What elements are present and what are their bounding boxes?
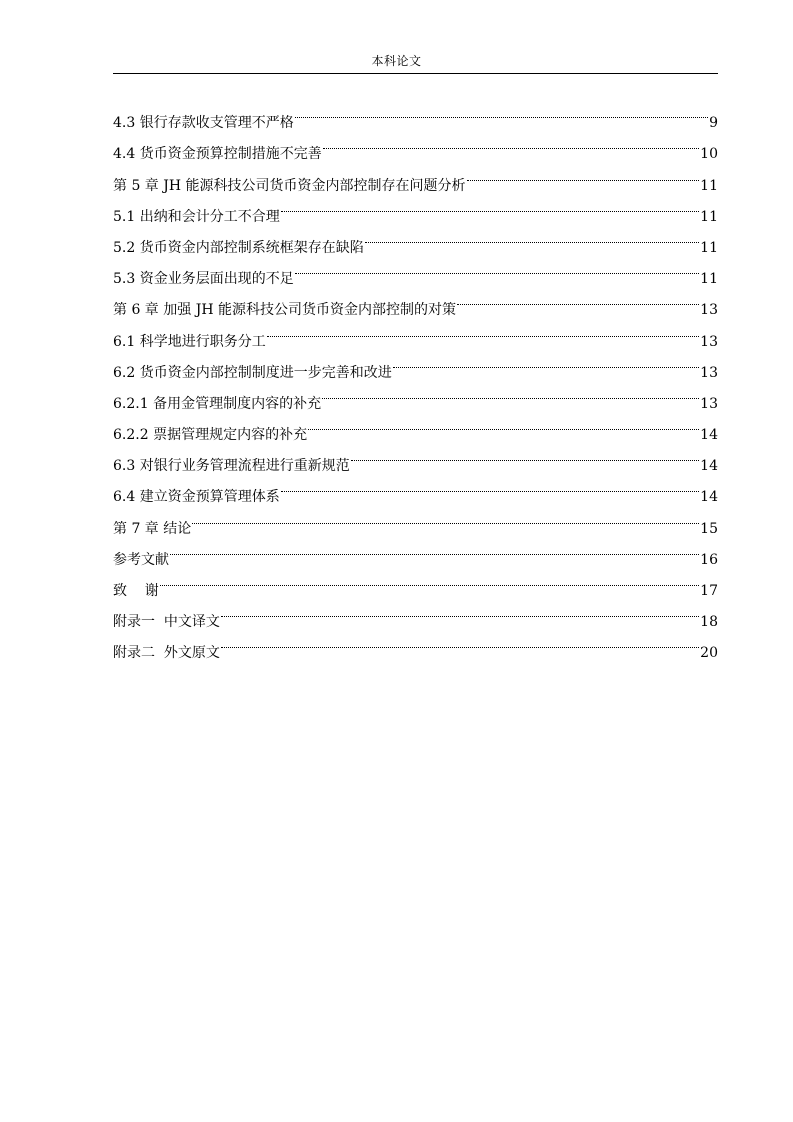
toc-leader-dots [467,158,700,189]
toc-leader-dots [221,626,699,657]
toc-leader-dots [295,252,699,283]
toc-leader-dots [192,501,699,532]
toc-leader-dots [221,595,699,626]
toc-entry-page: 10 [700,146,718,163]
toc-entry-title: 6.2.2 票据管理规定内容的补充 [113,427,308,444]
toc-entry-title: 6.2 货币资金内部控制制度进一步完善和改进 [113,364,392,381]
toc-entry-page: 14 [700,489,718,506]
toc-entry-page: 13 [700,333,718,350]
header-rule [113,73,718,74]
toc-entry-title: 6.2.1 备用金管理制度内容的补充 [113,395,322,412]
toc-leader-dots [281,190,699,221]
toc-entry-title: 致 谢 [113,583,159,599]
toc-leader-dots [160,564,699,595]
toc-entry-title: 第 6 章 加强 JH 能源科技公司货币资金内部控制的对策 [113,302,456,319]
table-of-contents [113,96,718,662]
toc-entry-title: 6.1 科学地进行职务分工 [113,333,266,350]
toc-leader-dots [393,346,699,377]
toc-leader-dots [170,533,699,564]
running-header: 本科论文 [371,54,422,68]
toc-leader-dots [295,96,708,127]
toc-entry-page: 18 [700,614,718,631]
toc-entry[interactable] [113,96,718,132]
toc-leader-dots [308,408,699,439]
toc-entry-title: 5.1 出纳和会计分工不合理 [113,208,280,225]
toc-leader-dots [322,377,699,408]
toc-entry-title: 4.3 银行存款收支管理不严格 [113,115,294,132]
toc-entry-page: 16 [700,551,718,568]
toc-leader-dots [351,439,699,470]
toc-leader-dots [267,314,699,345]
toc-entry-title: 参考文献 [113,551,169,568]
toc-entry-page: 13 [700,302,718,319]
toc-leader-dots [457,283,699,314]
toc-entry-page: 20 [700,645,718,662]
toc-entry-title: 5.3 资金业务层面出现的不足 [113,271,294,288]
toc-entry[interactable] [113,595,718,631]
toc-entry-page: 17 [700,583,718,599]
toc-entry-title: 5.2 货币资金内部控制系统框架存在缺陷 [113,239,364,256]
toc-entry-page: 15 [700,520,718,537]
toc-entry-page: 11 [700,239,718,256]
toc-entry-page: 11 [700,208,718,225]
toc-entry[interactable] [113,533,718,568]
toc-entry-page: 14 [700,458,718,475]
toc-entry-page: 9 [709,115,718,132]
toc-entry-page: 13 [700,395,718,412]
toc-entry-title: 附录二 外文原文 [113,645,220,662]
toc-entry-title: 第 5 章 JH 能源科技公司货币资金内部控制存在问题分析 [113,177,466,194]
toc-entry-page: 11 [700,177,718,194]
toc-entry-page: 13 [700,364,718,381]
toc-entry-title: 6.3 对银行业务管理流程进行重新规范 [113,458,350,475]
toc-entry[interactable] [113,501,718,537]
toc-entry-title: 第 7 章 结论 [113,520,192,537]
toc-entry[interactable] [113,564,718,599]
toc-leader-dots [365,221,699,252]
toc-leader-dots [281,470,699,501]
toc-leader-dots [323,127,699,158]
toc-entry-title: 4.4 货币资金预算控制措施不完善 [113,146,322,163]
toc-entry-title: 6.4 建立资金预算管理体系 [113,489,280,506]
toc-entry-title: 附录一 中文译文 [113,614,220,631]
toc-entry-page: 14 [700,427,718,444]
toc-entry-page: 11 [700,271,718,288]
